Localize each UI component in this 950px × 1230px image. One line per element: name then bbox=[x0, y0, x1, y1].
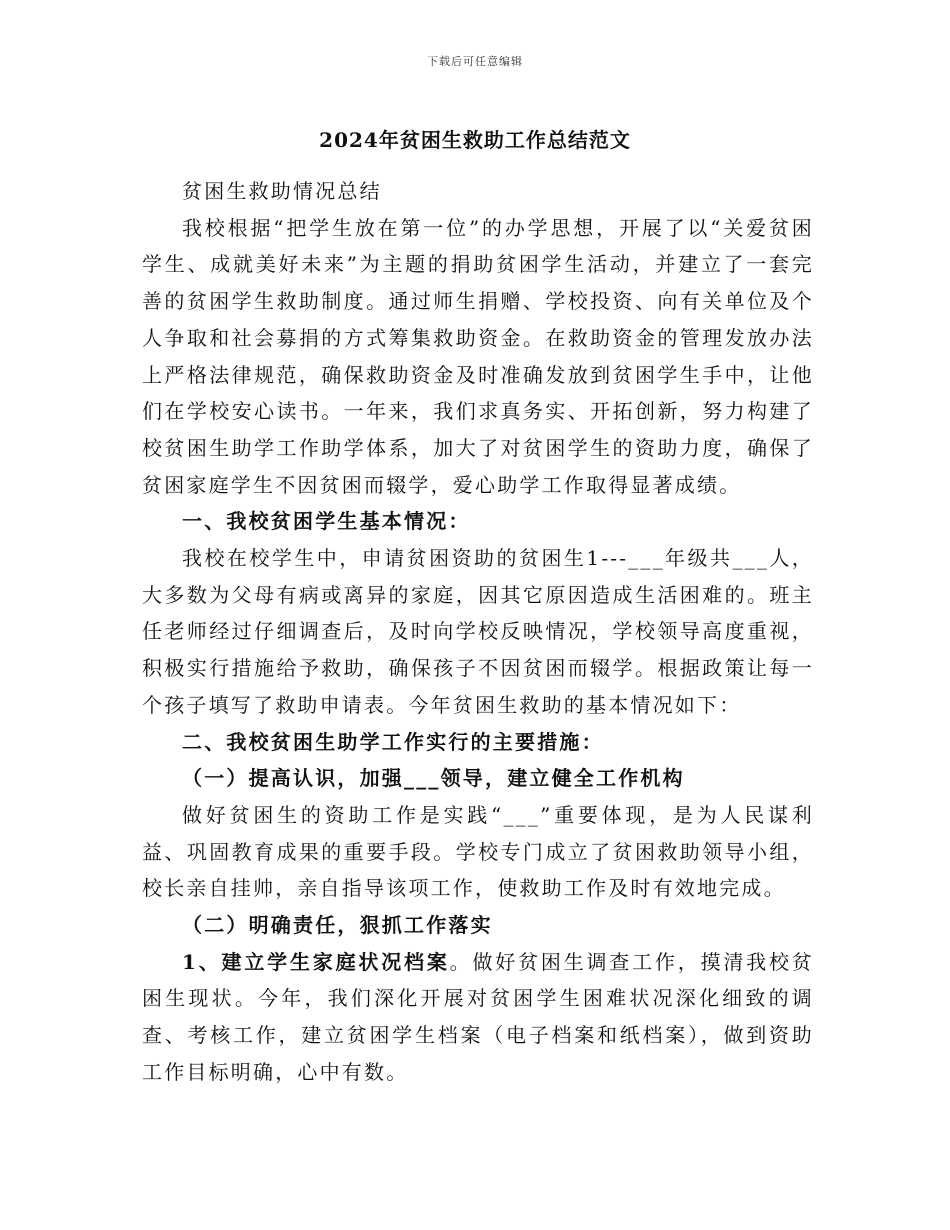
item1-body: 。做好贫困生调查工作，摸清我校贫困生现状。今年，我们深化开展对贫困学生困难状况深化细致的调查、考核工作，建立贫困学生档案（电子档案和纸档案），做到资助工作目标明确，心中有数。 bbox=[142, 949, 814, 1084]
intro-paragraph: 我校根据“把学生放在第一位”的办学思想，开展了以“关爱贫困学生、成就美好未来”为主题的捐助贫困学生活动，并建立了一套完善的贫困学生救助制度。通过师生捐赠、学校投资、向有关单位及个人争取和社会募捐的方式筹集救助资金。在救助资金的管理发放办法上严格法律规范，确保救助资金及时准确发放到贫困学生手中，让他们在学校安心读书。一年来，我们求真务实、开拓创新，努力构建了校贫困生助学工作助学体系，加大了对贫困学生的资助力度，确保了贫困家庭学生不因贫困而辍学，爱心助学工作取得显著成绩。 bbox=[142, 215, 814, 497]
document-body bbox=[142, 173, 814, 1091]
item1-lead: 1、建立学生家庭状况档案 bbox=[182, 949, 450, 974]
document-subtitle: 贫困生救助情况总结 bbox=[182, 179, 382, 203]
document-title: 2024年贫困生救助工作总结范文 bbox=[319, 128, 631, 152]
subsection1-heading: （一）提高认识，加强___领导，建立健全工作机构 bbox=[182, 766, 685, 791]
subsection2-heading: （二）明确责任，狠抓工作落实 bbox=[182, 913, 493, 938]
header-note: 下载后可任意编辑 bbox=[427, 55, 523, 68]
subsection1-paragraph: 做好贫困生的资助工作是实践“___”重要体现，是为人民谋利益、巩固教育成果的重要手段。学校专门成立了贫困救助领导小组，校长亲自挂帅，亲自指导该项工作，使救助工作及时有效地完成。 bbox=[142, 802, 814, 901]
item1-paragraph bbox=[142, 944, 814, 1091]
section1-paragraph: 我校在校学生中，申请贫困资助的贫困生1---___年级共___人，大多数为父母有病或离异的家庭，因其它原因造成生活困难的。班主任老师经过仔细调查后，及时向学校反映情况，学校领导高度重视，积极实行措施给予救助，确保孩子不因贫困而辍学。根据政策让每一个孩子填写了救助申请表。今年贫困生救助的基本情况如下： bbox=[142, 546, 814, 717]
section2-heading: 二、我校贫困生助学工作实行的主要措施： bbox=[182, 729, 604, 754]
section1-heading: 一、我校贫困学生基本情况： bbox=[182, 509, 471, 534]
